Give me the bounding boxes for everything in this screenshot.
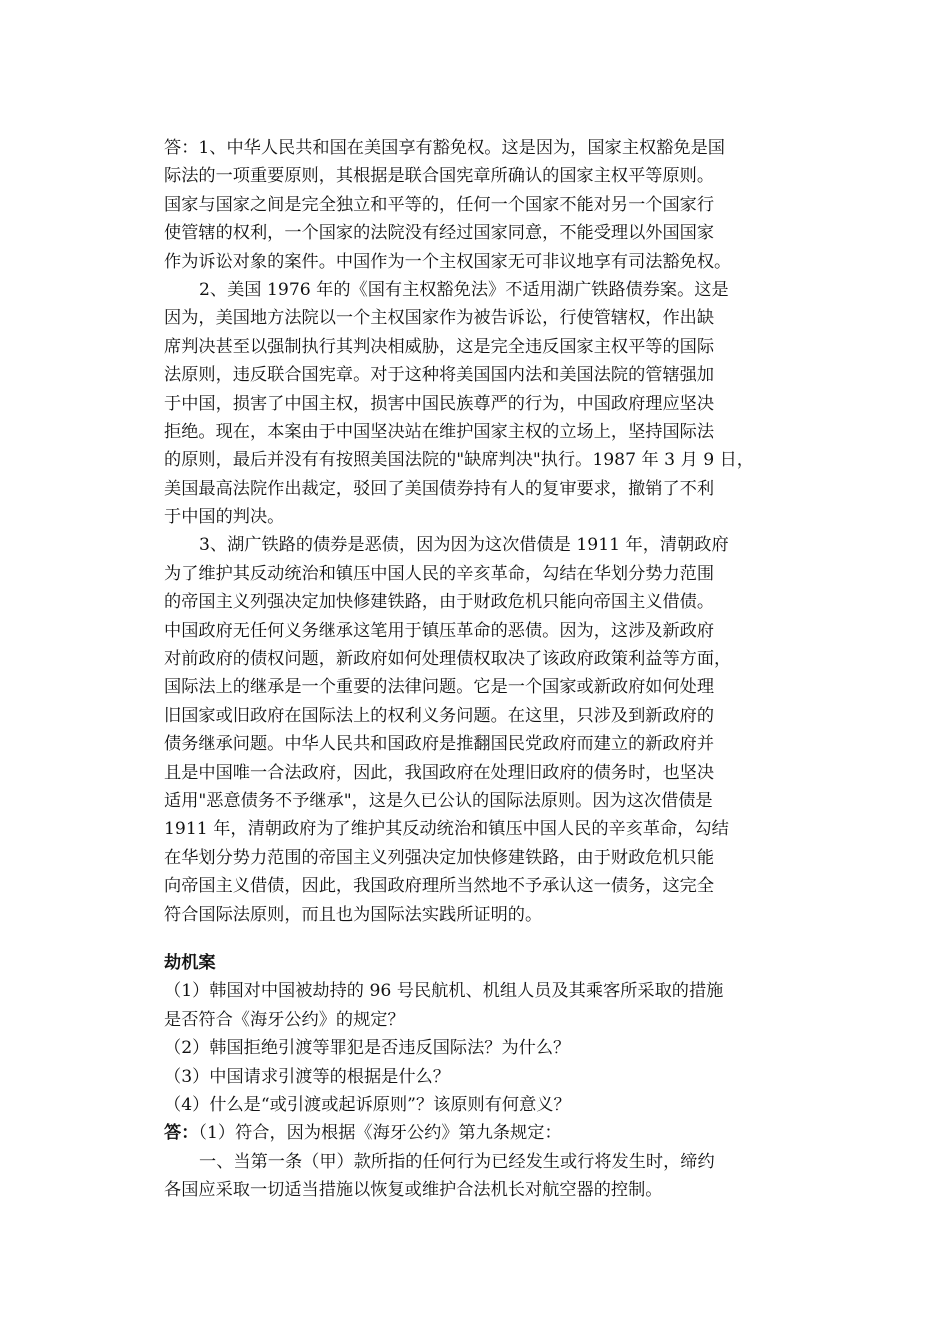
text-line: 3、湖广铁路的债券是恶债，因为因为这次借债是 1911 年，清朝政府 bbox=[199, 535, 729, 556]
question-item: （1）韩国对中国被劫持的 96 号民航机、机组人员及其乘客所采取的措施 bbox=[164, 981, 724, 1002]
answer-paragraph-1 bbox=[164, 134, 796, 276]
text-line: 债务继承问题。中华人民共和国政府是推翻国民党政府而建立的新政府并 bbox=[164, 734, 715, 755]
text-line: 使管辖的权利，一个国家的法院没有经过国家同意，不能受理以外国国家 bbox=[164, 223, 715, 244]
answer-label: 答： bbox=[164, 1123, 199, 1144]
text-line: 1911 年，清朝政府为了维护其反动统治和镇压中国人民的辛亥革命，勾结 bbox=[164, 819, 729, 840]
question-list bbox=[164, 977, 796, 1119]
text-line: 于中国，损害了中国主权，损害中国民族尊严的行为，中国政府理应坚决 bbox=[164, 393, 715, 414]
text-line: 的原则，最后并没有有按照美国法院的"缺席判决"执行。1987 年 3 月 9 日， bbox=[164, 450, 754, 471]
text-line: 中国政府无任何义务继承这笔用于镇压革命的恶债。因为，这涉及新政府 bbox=[164, 620, 715, 641]
text-line: 符合国际法原则，而且也为国际法实践所证明的。 bbox=[164, 904, 543, 925]
text-line: 答：1、中华人民共和国在美国享有豁免权。这是因为，国家主权豁免是国 bbox=[164, 138, 725, 158]
text-line: 美国最高法院作出裁定，驳回了美国债券持有人的复审要求，撤销了不利 bbox=[164, 478, 715, 499]
text-line: 因为，美国地方法院以一个主权国家作为被告诉讼，行使管辖权，作出缺 bbox=[164, 308, 715, 329]
text-line: 席判决甚至以强制执行其判决相威胁，这是完全违反国家主权平等的国际 bbox=[164, 336, 715, 357]
answer-first-line bbox=[164, 1119, 796, 1147]
section-gap bbox=[164, 929, 796, 949]
text-line: 的帝国主义列强决定加快修建铁路，由于财政危机只能向帝国主义借债。 bbox=[164, 592, 715, 613]
answer-paragraph-3 bbox=[164, 531, 796, 928]
text-line: 且是中国唯一合法政府，因此，我国政府在处理旧政府的债务时，也坚决 bbox=[164, 762, 715, 783]
answer-first-text: （1）符合，因为根据《海牙公约》第九条规定： bbox=[198, 1123, 562, 1144]
text-line: 在华划分势力范围的帝国主义列强决定加快修建铁路，由于财政危机只能 bbox=[164, 847, 715, 868]
question-item: （2）韩国拒绝引渡等罪犯是否违反国际法？为什么？ bbox=[164, 1038, 571, 1059]
text-line: 国际法上的继承是一个重要的法律问题。它是一个国家或新政府如何处理 bbox=[164, 677, 715, 698]
question-item: （3）中国请求引渡等的根据是什么？ bbox=[164, 1066, 450, 1087]
document-content bbox=[164, 134, 796, 1204]
question-item: 是否符合《海牙公约》的规定？ bbox=[164, 1009, 405, 1030]
text-line: 适用"恶意债务不予继承"，这是久已公认的国际法原则。因为这次借债是 bbox=[164, 790, 713, 811]
text-line: 旧国家或旧政府在国际法上的权利义务问题。在这里，只涉及到新政府的 bbox=[164, 705, 715, 726]
text-line: 拒绝。现在，本案由于中国坚决站在维护国家主权的立场上，坚持国际法 bbox=[164, 421, 715, 442]
answer-block bbox=[164, 1119, 796, 1204]
question-item: （4）什么是“或引渡或起诉原则”？该原则有何意义？ bbox=[164, 1094, 571, 1115]
text-line: 国家与国家之间是完全独立和平等的，任何一个国家不能对另一个国家行 bbox=[164, 194, 715, 215]
text-line: 法原则，违反联合国宪章。对于这种将美国国内法和美国法院的管辖强加 bbox=[164, 365, 715, 386]
text-line: 对前政府的债权问题，新政府如何处理债权取决了该政府政策利益等方面， bbox=[164, 649, 732, 670]
text-line: 作为诉讼对象的案件。中国作为一个主权国家无可非议地享有司法豁免权。 bbox=[164, 251, 732, 272]
section-heading: 劫机案 bbox=[164, 952, 216, 973]
answer-paragraph-2 bbox=[164, 276, 796, 532]
text-line: 于中国的判决。 bbox=[164, 507, 285, 528]
text-line: 向帝国主义借债，因此，我国政府理所当然地不予承认这一债务，这完全 bbox=[164, 876, 715, 897]
text-line: 际法的一项重要原则，其根据是联合国宪章所确认的国家主权平等原则。 bbox=[164, 166, 715, 187]
text-line: 2、美国 1976 年的《国有主权豁免法》不适用湖广铁路债券案。这是 bbox=[199, 279, 729, 300]
text-line: 为了维护其反动统治和镇压中国人民的辛亥革命，勾结在华划分势力范围 bbox=[164, 563, 715, 584]
text-line: 各国应采取一切适当措施以恢复或维护合法机长对航空器的控制。 bbox=[164, 1180, 663, 1201]
text-line: 一、当第一条（甲）款所指的任何行为已经发生或行将发生时，缔约 bbox=[199, 1151, 715, 1172]
